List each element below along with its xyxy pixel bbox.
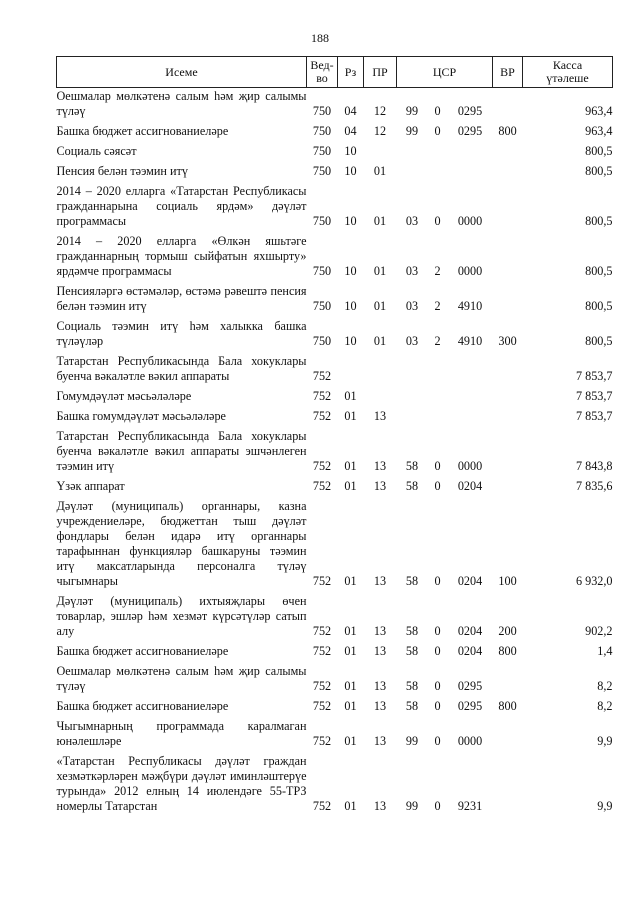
cell-rz: 10: [344, 334, 357, 348]
header-pr: ПР: [364, 57, 397, 88]
cell-amount: 963,4: [585, 104, 613, 118]
cell-csr3: 0295: [457, 104, 483, 118]
cell-csr3: 0204: [457, 574, 483, 588]
cell-csr1: 99: [405, 124, 419, 138]
cell-vr: [493, 279, 523, 314]
cell-csr2: [428, 384, 448, 404]
cell-vr: [493, 229, 523, 279]
header-csr: ЦСР: [397, 57, 493, 88]
cell-csr1: [397, 384, 428, 404]
cell-pr: 12: [373, 104, 387, 118]
cell-name: Дәүләт (муниципаль) органнары, казна учреждениеләре, бюджеттан тыш дәүләт фондлары белән идарә итү органнары тарафыннан функцияләр башкаруны тәэмин итү максатларында персоналга түләү чыгымнары: [56, 499, 307, 588]
cell-pr: 13: [373, 644, 387, 658]
cell-csr3: 4910: [457, 299, 483, 313]
cell-csr2: 0: [434, 699, 441, 713]
cell-rz: [338, 349, 364, 384]
cell-name: 2014 – 2020 елларга «Өлкән яшьтәге гражданнарның тормыш сыйфатын яхшырту» ярдәмче программасы: [56, 234, 307, 278]
cell-rz: 01: [344, 409, 357, 423]
cell-csr3: 0204: [457, 644, 483, 658]
cell-rz: 10: [344, 144, 357, 158]
cell-ved: 752: [312, 459, 332, 473]
cell-csr2: 0: [434, 104, 441, 118]
cell-csr1: 99: [405, 734, 419, 748]
cell-rz: 01: [344, 679, 357, 693]
cell-pr: 13: [373, 679, 387, 693]
cell-pr: 13: [373, 734, 387, 748]
cell-name: Гомумдәүләт мәсьәләләре: [56, 389, 192, 403]
cell-csr2: 0: [434, 624, 441, 638]
table-row: [57, 659, 613, 694]
cell-ved: 750: [312, 299, 332, 313]
cell-vr: [493, 749, 523, 814]
table-row: [57, 694, 613, 714]
cell-csr2: 0: [434, 479, 441, 493]
cell-rz: 01: [344, 799, 357, 813]
cell-amount: 7 843,8: [575, 459, 613, 473]
cell-name: Башка гомумдәүләт мәсьәләләре: [56, 409, 226, 423]
cell-vr: [493, 424, 523, 474]
cell-name: Башка бюджет ассигнованиеләре: [56, 644, 229, 658]
cell-csr3: [448, 139, 493, 159]
cell-amount: 7 853,7: [575, 389, 613, 403]
cell-csr3: 0000: [457, 459, 483, 473]
cell-csr3: [448, 384, 493, 404]
cell-csr2: 0: [434, 574, 441, 588]
cell-amount: 800,5: [585, 144, 613, 158]
cell-ved: 752: [312, 624, 332, 638]
table-row: [57, 159, 613, 179]
table-row: [57, 589, 613, 639]
cell-vr: 300: [498, 334, 517, 348]
cell-amount: 800,5: [585, 334, 613, 348]
cell-ved: 750: [312, 164, 332, 178]
header-amount: Касса үтәлеше: [523, 57, 613, 88]
cell-amount: 6 932,0: [575, 574, 613, 588]
cell-ved: 750: [312, 104, 332, 118]
cell-csr2: 2: [434, 264, 441, 278]
cell-csr2: 0: [434, 679, 441, 693]
table-row: [57, 494, 613, 589]
table-row: [57, 474, 613, 494]
cell-csr1: [397, 349, 428, 384]
cell-ved: 750: [312, 264, 332, 278]
cell-vr: [493, 139, 523, 159]
cell-name: Оешмалар мөлкәтенә салым һәм җир салымы түләү: [56, 664, 307, 693]
cell-vr: [493, 349, 523, 384]
table-header-row: [57, 57, 613, 88]
cell-name: Пенсия белән тәэмин итү: [56, 164, 188, 178]
cell-csr1: 03: [405, 264, 419, 278]
header-vr: ВР: [493, 57, 523, 88]
cell-rz: 10: [344, 264, 357, 278]
cell-csr2: 0: [434, 459, 441, 473]
cell-ved: 752: [312, 699, 332, 713]
cell-ved: 750: [312, 144, 332, 158]
cell-amount: 9,9: [597, 734, 613, 748]
cell-csr3: [448, 159, 493, 179]
budget-table: [56, 56, 613, 814]
cell-pr: [364, 349, 397, 384]
cell-pr: 01: [373, 299, 387, 313]
cell-csr3: 0295: [457, 679, 483, 693]
cell-pr: 01: [373, 334, 387, 348]
cell-vr: [493, 88, 523, 120]
cell-csr1: 03: [405, 214, 419, 228]
cell-rz: 01: [344, 644, 357, 658]
cell-vr: [493, 159, 523, 179]
cell-name: Башка бюджет ассигнованиеләре: [56, 124, 229, 138]
cell-vr: [493, 659, 523, 694]
cell-pr: 01: [373, 164, 387, 178]
cell-csr2: 2: [434, 299, 441, 313]
cell-ved: 752: [312, 734, 332, 748]
cell-name: Үзәк аппарат: [56, 479, 125, 493]
cell-csr3: [448, 404, 493, 424]
cell-csr3: 4910: [457, 334, 483, 348]
table-row: [57, 314, 613, 349]
cell-csr1: 58: [405, 479, 419, 493]
cell-amount: 902,2: [585, 624, 613, 638]
table-row: [57, 279, 613, 314]
cell-ved: 752: [312, 409, 332, 423]
cell-pr: 13: [373, 409, 387, 423]
cell-csr1: 58: [405, 699, 419, 713]
cell-csr1: 58: [405, 459, 419, 473]
cell-ved: 750: [312, 334, 332, 348]
cell-ved: 752: [312, 369, 332, 383]
cell-ved: 752: [312, 479, 332, 493]
cell-name: Социаль тәэмин итү һәм халыкка башка түләүләр: [56, 319, 307, 348]
cell-amount: 8,2: [597, 699, 613, 713]
cell-csr1: [397, 159, 428, 179]
cell-pr: 01: [373, 264, 387, 278]
cell-name: 2014 – 2020 елларга «Татарстан Республикасы гражданнарына социаль ярдәм» дәүләт программасы: [56, 184, 307, 228]
cell-name: Пенсияләргә өстәмәләр, өстәмә рәвештә пенсия белән тәэмин итү: [56, 284, 307, 313]
table-row: [57, 714, 613, 749]
cell-csr2: 0: [434, 124, 441, 138]
cell-rz: 01: [344, 624, 357, 638]
cell-vr: [493, 384, 523, 404]
cell-rz: 10: [344, 299, 357, 313]
cell-vr: 800: [498, 124, 517, 138]
cell-csr2: 0: [434, 799, 441, 813]
cell-csr1: 03: [405, 334, 419, 348]
cell-csr2: [428, 139, 448, 159]
cell-rz: 04: [344, 104, 357, 118]
cell-name: Татарстан Республикасында Бала хокуклары буенча вәкаләтле вәкил аппараты: [56, 354, 307, 383]
cell-csr2: [428, 404, 448, 424]
cell-pr: 12: [373, 124, 387, 138]
cell-vr: [493, 474, 523, 494]
cell-pr: 13: [373, 459, 387, 473]
cell-csr3: 0204: [457, 624, 483, 638]
cell-rz: 01: [344, 734, 357, 748]
cell-amount: 7 853,7: [575, 409, 613, 423]
table-row: [57, 749, 613, 814]
cell-pr: [364, 139, 397, 159]
cell-csr1: 99: [405, 104, 419, 118]
cell-name: Чыгымнарның программада каралмаган юнәлешләре: [56, 719, 307, 748]
cell-csr1: 99: [405, 799, 419, 813]
cell-csr3: 0204: [457, 479, 483, 493]
table-row: [57, 424, 613, 474]
cell-ved: 752: [312, 679, 332, 693]
cell-csr1: 58: [405, 624, 419, 638]
cell-amount: 800,5: [585, 164, 613, 178]
cell-csr2: 0: [434, 734, 441, 748]
cell-csr3: 0000: [457, 214, 483, 228]
cell-amount: 800,5: [585, 264, 613, 278]
cell-ved: 752: [312, 574, 332, 588]
cell-csr3: 0000: [457, 734, 483, 748]
cell-vr: [493, 714, 523, 749]
cell-csr2: 0: [434, 214, 441, 228]
cell-csr1: 58: [405, 679, 419, 693]
cell-amount: 963,4: [585, 124, 613, 138]
cell-csr3: [448, 349, 493, 384]
cell-vr: 100: [498, 574, 517, 588]
header-ved: Вед- во: [307, 57, 338, 88]
cell-pr: 13: [373, 799, 387, 813]
cell-name: Социаль сәясәт: [56, 144, 137, 158]
cell-rz: 01: [344, 459, 357, 473]
cell-ved: 750: [312, 124, 332, 138]
cell-csr1: [397, 404, 428, 424]
cell-amount: 8,2: [597, 679, 613, 693]
cell-vr: [493, 404, 523, 424]
page-number: 188: [311, 31, 329, 45]
cell-csr1: 58: [405, 574, 419, 588]
cell-csr2: [428, 349, 448, 384]
cell-amount: 7 853,7: [575, 369, 613, 383]
cell-amount: 7 835,6: [575, 479, 613, 493]
cell-name: Башка бюджет ассигнованиеләре: [56, 699, 229, 713]
cell-rz: 01: [344, 479, 357, 493]
table-row: [57, 119, 613, 139]
cell-csr1: 03: [405, 299, 419, 313]
cell-csr3: 0295: [457, 699, 483, 713]
cell-vr: 200: [498, 624, 517, 638]
cell-name: Татарстан Республикасында Бала хокуклары буенча вәкаләтле вәкил аппараты эшчәнлеген тәэмин итү: [56, 429, 307, 473]
cell-amount: 9,9: [597, 799, 613, 813]
cell-pr: 13: [373, 699, 387, 713]
cell-rz: 01: [344, 389, 357, 403]
cell-csr1: 58: [405, 644, 419, 658]
cell-csr2: 0: [434, 644, 441, 658]
cell-name: «Татарстан Республикасы дәүләт граждан хезмәткәрләрен мәҗбүри дәүләт иминләштерүе турында» 2012 елның 14 июлендәге 55-ТРЗ номерлы Татарстан: [56, 754, 307, 813]
cell-rz: 01: [344, 574, 357, 588]
cell-csr1: [397, 139, 428, 159]
cell-ved: 752: [312, 389, 332, 403]
table-body: [57, 88, 613, 815]
cell-rz: 10: [344, 214, 357, 228]
table-row: [57, 349, 613, 384]
table-row: [57, 404, 613, 424]
table-row: [57, 384, 613, 404]
cell-csr2: [428, 159, 448, 179]
cell-ved: 750: [312, 214, 332, 228]
cell-csr3: 0295: [457, 124, 483, 138]
cell-amount: 1,4: [597, 644, 613, 658]
cell-vr: [493, 179, 523, 229]
cell-pr: 01: [373, 214, 387, 228]
table-row: [57, 229, 613, 279]
cell-csr3: 9231: [457, 799, 483, 813]
cell-rz: 10: [344, 164, 357, 178]
cell-pr: 13: [373, 574, 387, 588]
table-row: [57, 179, 613, 229]
cell-rz: 04: [344, 124, 357, 138]
cell-ved: 752: [312, 799, 332, 813]
cell-rz: 01: [344, 699, 357, 713]
cell-pr: 13: [373, 479, 387, 493]
table-row: [57, 639, 613, 659]
table-row: [57, 139, 613, 159]
header-rz: Рз: [338, 57, 364, 88]
cell-name: Дәүләт (муниципаль) ихтыяҗлары өчен товарлар, эшләр һәм хезмәт күрсәтүләр сатып алу: [56, 594, 307, 638]
cell-vr: 800: [498, 644, 517, 658]
cell-ved: 752: [312, 644, 332, 658]
cell-name: Оешмалар мөлкәтенә салым һәм җир салымы түләү: [56, 89, 307, 118]
cell-csr2: 2: [434, 334, 441, 348]
cell-amount: 800,5: [585, 214, 613, 228]
cell-pr: 13: [373, 624, 387, 638]
header-name: Исеме: [57, 57, 307, 88]
cell-vr: 800: [498, 699, 517, 713]
cell-csr3: 0000: [457, 264, 483, 278]
cell-pr: [364, 384, 397, 404]
table-row: [57, 88, 613, 120]
cell-amount: 800,5: [585, 299, 613, 313]
